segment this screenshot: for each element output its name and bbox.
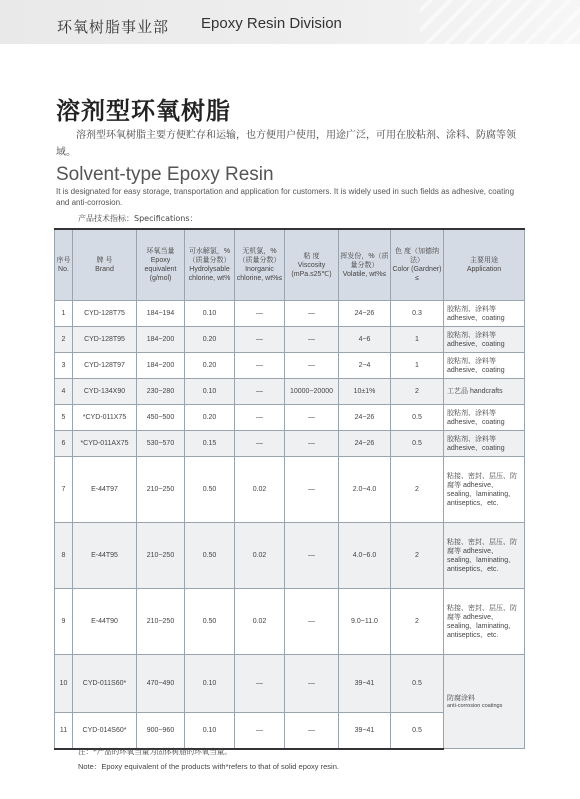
inorganic-chlorine-cell: — — [235, 713, 285, 749]
footnote-en: Note：Epoxy equivalent of the products with*refers to that of solid epoxy resin. — [78, 762, 339, 771]
epoxy-equivalent-cell: 470~490 — [137, 655, 185, 713]
hydrolysable-chlorine-cell: 0.15 — [185, 431, 235, 457]
column-header — [444, 229, 525, 301]
table-row — [55, 457, 525, 523]
table-row — [55, 379, 525, 405]
intro-text-en: It is designated for easy storage, transportation and application for customers. It is widely used in such fields as adhesive, coating and anti-corrosion. — [56, 187, 515, 207]
inorganic-chlorine-cell: — — [235, 379, 285, 405]
column-header-en: Brand — [95, 266, 114, 273]
brand-cell: CYD-128T97 — [73, 353, 137, 379]
column-header-en: No. — [58, 266, 69, 273]
hydrolysable-chlorine-cell: 0.10 — [185, 301, 235, 327]
epoxy-equivalent-cell: 184~194 — [137, 301, 185, 327]
table-header-row — [55, 229, 525, 301]
application-cell: 工艺品 handcrafts — [444, 379, 525, 405]
application-subtext: anti-corrosion coatings — [447, 702, 503, 709]
brand-cell: E-44T95 — [73, 523, 137, 589]
application-cell: 粘接、密封、层压、防腐等 adhesive、sealing、laminating、antiseptics、etc. — [444, 457, 525, 523]
hydrolysable-chlorine-cell: 0.10 — [185, 379, 235, 405]
viscosity-cell: — — [285, 457, 339, 523]
viscosity-cell: — — [285, 523, 339, 589]
division-name-cn: 环氧树脂事业部 — [57, 18, 170, 36]
row-number: 7 — [55, 457, 73, 523]
application-cell: 胶粘剂、涂料等 adhesive、coating — [444, 405, 525, 431]
volatile-cell: 39~41 — [339, 713, 391, 749]
column-header-cn: 色 度（加德纳法） — [395, 248, 439, 264]
inorganic-chlorine-cell: — — [235, 353, 285, 379]
epoxy-equivalent-cell: 184~200 — [137, 353, 185, 379]
inorganic-chlorine-cell: 0.02 — [235, 457, 285, 523]
volatile-cell: 10±1% — [339, 379, 391, 405]
color-cell: 0.3 — [391, 301, 444, 327]
table-row — [55, 301, 525, 327]
brand-cell: *CYD-011X75 — [73, 405, 137, 431]
hydrolysable-chlorine-cell: 0.20 — [185, 405, 235, 431]
column-header-en: Epoxy equivalent (g/mol) — [144, 257, 177, 282]
table-row — [55, 405, 525, 431]
column-header — [285, 229, 339, 301]
epoxy-equivalent-cell: 450~500 — [137, 405, 185, 431]
color-cell: 2 — [391, 457, 444, 523]
viscosity-cell: — — [285, 713, 339, 749]
table-row — [55, 327, 525, 353]
column-header — [55, 229, 73, 301]
row-number: 5 — [55, 405, 73, 431]
table-row — [55, 523, 525, 589]
header-decoration — [420, 0, 580, 44]
application-text: 防腐涂料 — [447, 694, 475, 702]
column-header-en: Viscosity (mPa.s25℃) — [291, 261, 332, 278]
inorganic-chlorine-cell: — — [235, 301, 285, 327]
column-header-cn: 挥发份，%（质量分数） — [340, 252, 389, 269]
row-number: 6 — [55, 431, 73, 457]
hydrolysable-chlorine-cell: 0.50 — [185, 523, 235, 589]
table-row — [55, 353, 525, 379]
brand-cell: CYD-128T95 — [73, 327, 137, 353]
column-header — [391, 229, 444, 301]
application-cell: 胶粘剂、涂料等 adhesive、coating — [444, 353, 525, 379]
inorganic-chlorine-cell: — — [235, 431, 285, 457]
column-header-cn: 序号 — [56, 257, 71, 264]
viscosity-cell: 10000~20000 — [285, 379, 339, 405]
application-cell: 胶粘剂、涂料等 adhesive、coating — [444, 431, 525, 457]
epoxy-equivalent-cell: 210~250 — [137, 523, 185, 589]
volatile-cell: 9.0~11.0 — [339, 589, 391, 655]
hydrolysable-chlorine-cell: 0.20 — [185, 327, 235, 353]
epoxy-equivalent-cell: 530~570 — [137, 431, 185, 457]
column-header — [73, 229, 137, 301]
color-cell: 2 — [391, 589, 444, 655]
volatile-cell: 39~41 — [339, 655, 391, 713]
volatile-cell: 4.0~6.0 — [339, 523, 391, 589]
application-cell: 粘接、密封、层压、防腐等 adhesive、sealing、laminating、antiseptics、etc. — [444, 523, 525, 589]
table-body — [55, 301, 525, 749]
brand-cell: CYD-011S60* — [73, 655, 137, 713]
column-header — [137, 229, 185, 301]
column-header-cn: 环氧当量 — [146, 248, 175, 255]
row-number: 11 — [55, 713, 73, 749]
brand-cell: E-44T97 — [73, 457, 137, 523]
inorganic-chlorine-cell: — — [235, 327, 285, 353]
volatile-cell: 24~26 — [339, 405, 391, 431]
brand-cell: *CYD-011AX75 — [73, 431, 137, 457]
table-row — [55, 655, 525, 713]
color-cell: 1 — [391, 353, 444, 379]
brand-cell: CYD-134X90 — [73, 379, 137, 405]
column-header-en: Inorganic chlorine, wt%≤ — [236, 266, 283, 282]
volatile-cell: 2.0~4.0 — [339, 457, 391, 523]
table-row — [55, 431, 525, 457]
color-cell: 0.5 — [391, 713, 444, 749]
color-cell: 0.5 — [391, 405, 444, 431]
column-header-cn: 主要用途 — [470, 257, 498, 264]
column-header — [185, 229, 235, 301]
hydrolysable-chlorine-cell: 0.50 — [185, 457, 235, 523]
viscosity-cell: — — [285, 589, 339, 655]
inorganic-chlorine-cell: — — [235, 405, 285, 431]
color-cell: 2 — [391, 523, 444, 589]
application-cell: 粘接、密封、层压、防腐等 adhesive、sealing、laminating、antiseptics、etc. — [444, 589, 525, 655]
brand-cell: E-44T90 — [73, 589, 137, 655]
row-number: 3 — [55, 353, 73, 379]
viscosity-cell: — — [285, 431, 339, 457]
inorganic-chlorine-cell: 0.02 — [235, 589, 285, 655]
column-header-en: Hydrolysable chlorine, wt% — [188, 266, 231, 282]
hydrolysable-chlorine-cell: 0.20 — [185, 353, 235, 379]
column-header-en: Application — [466, 266, 502, 273]
inorganic-chlorine-cell: 0.02 — [235, 523, 285, 589]
epoxy-equivalent-cell: 210~250 — [137, 589, 185, 655]
viscosity-cell: — — [285, 405, 339, 431]
inorganic-chlorine-cell: — — [235, 655, 285, 713]
specifications-table — [54, 228, 525, 750]
page-header — [0, 0, 580, 44]
viscosity-cell: — — [285, 655, 339, 713]
viscosity-cell: — — [285, 301, 339, 327]
table-row — [55, 589, 525, 655]
epoxy-equivalent-cell: 900~960 — [137, 713, 185, 749]
page-title-en: Solvent-type Epoxy Resin — [56, 164, 274, 185]
volatile-cell: 4~6 — [339, 327, 391, 353]
brand-cell: CYD-128T75 — [73, 301, 137, 327]
hydrolysable-chlorine-cell: 0.10 — [185, 655, 235, 713]
viscosity-cell: — — [285, 353, 339, 379]
color-cell: 2 — [391, 379, 444, 405]
hydrolysable-chlorine-cell: 0.50 — [185, 589, 235, 655]
application-cell: 胶粘剂、涂料等 adhesive、coating — [444, 327, 525, 353]
color-cell: 0.5 — [391, 431, 444, 457]
brand-cell: CYD-014S60* — [73, 713, 137, 749]
column-header-cn: 粘 度 — [303, 252, 320, 260]
color-cell: 1 — [391, 327, 444, 353]
row-number: 2 — [55, 327, 73, 353]
column-header-en: Color (Gardner) ≤ — [392, 266, 442, 282]
row-number: 9 — [55, 589, 73, 655]
specifications-label: 产品技术指标：Specifications： — [78, 214, 198, 223]
row-number: 1 — [55, 301, 73, 327]
row-number: 8 — [55, 523, 73, 589]
intro-text-cn: 溶剂型环氧树脂主要方便贮存和运输，也方便用户使用，用途广泛，可用在胶粘剂、涂料、防腐等领域。 — [56, 130, 516, 158]
division-name-en: Epoxy Resin Division — [201, 15, 342, 32]
volatile-cell: 24~26 — [339, 431, 391, 457]
column-header — [339, 229, 391, 301]
column-header-cn: 牌 号 — [96, 257, 113, 264]
application-cell — [444, 655, 525, 749]
volatile-cell: 2~4 — [339, 353, 391, 379]
row-number: 10 — [55, 655, 73, 713]
epoxy-equivalent-cell: 230~280 — [137, 379, 185, 405]
column-header — [235, 229, 285, 301]
epoxy-equivalent-cell: 210~250 — [137, 457, 185, 523]
epoxy-equivalent-cell: 184~200 — [137, 327, 185, 353]
column-header-cn: 无机氯，%（质量分数） — [238, 248, 281, 264]
column-header-cn: 可水解氯，%（质量分数） — [188, 248, 231, 264]
color-cell: 0.5 — [391, 655, 444, 713]
page-title-cn: 溶剂型环氧树脂 — [56, 97, 231, 125]
footnote-cn: 注：*产品的环氧当量为固体树脂的环氧当量。 — [78, 747, 232, 756]
row-number: 4 — [55, 379, 73, 405]
viscosity-cell: — — [285, 327, 339, 353]
application-cell: 胶粘剂、涂料等 adhesive、coating — [444, 301, 525, 327]
hydrolysable-chlorine-cell: 0.10 — [185, 713, 235, 749]
column-header-en: Volatile, wt%≤ — [342, 270, 387, 278]
volatile-cell: 24~26 — [339, 301, 391, 327]
